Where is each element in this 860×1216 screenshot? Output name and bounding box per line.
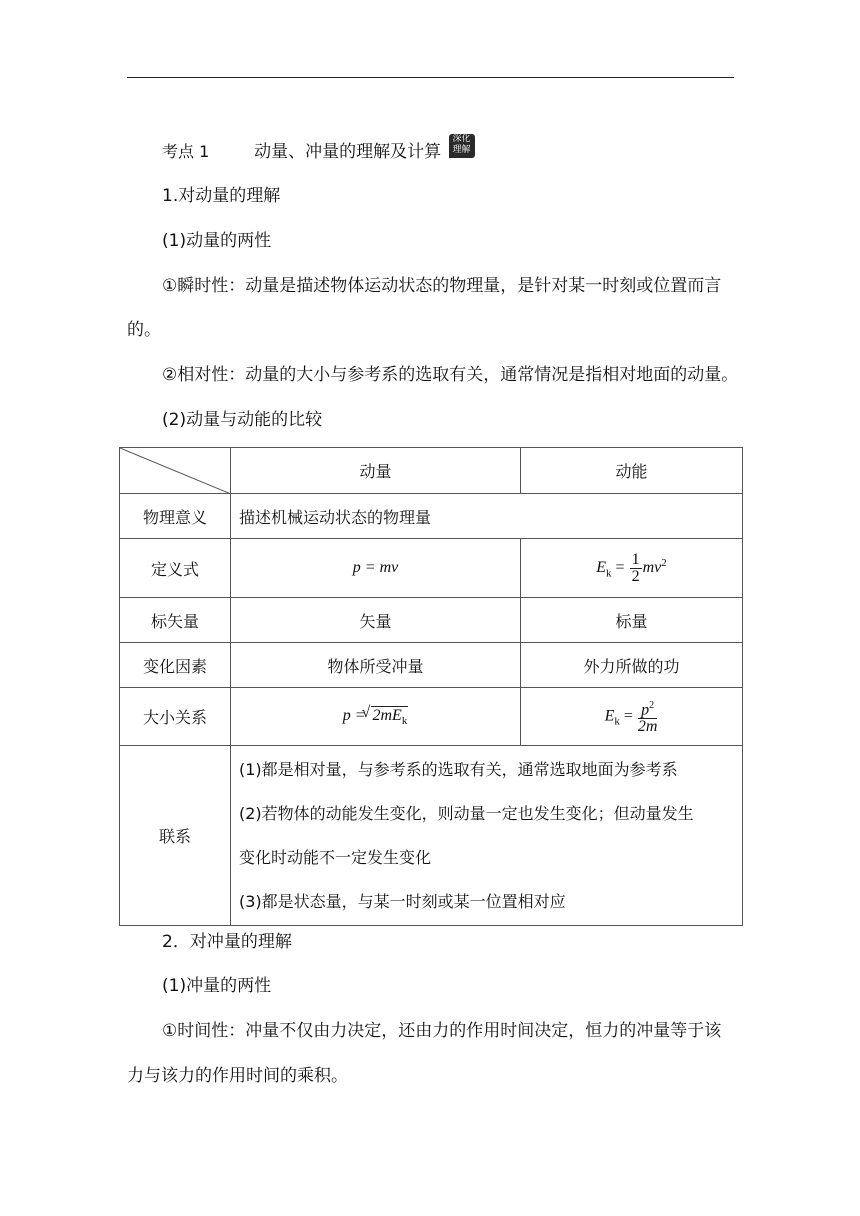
header-energy: 动能	[521, 448, 743, 494]
energy-subscript: k	[606, 566, 612, 579]
table-row	[120, 539, 743, 598]
section-heading	[162, 134, 475, 164]
momentum-type: 矢量	[231, 598, 521, 643]
ek-symbol: E	[604, 707, 615, 725]
p-symbol: p	[641, 701, 650, 719]
contact-line-3: 变化时动能不一定发生变化	[239, 847, 432, 867]
paragraph-3a: ①瞬时性：动量是描述物体运动状态的物理量，是针对某一时刻或位置而言	[162, 276, 722, 296]
table-row	[120, 598, 743, 643]
2m-denominator: 2m	[637, 718, 658, 736]
energy-formula	[521, 539, 743, 598]
row-label-type: 标矢量	[120, 598, 231, 643]
ek-subscript: k	[614, 715, 620, 728]
energy-type: 标量	[521, 598, 743, 643]
paragraph-8a: ①时间性：冲量不仅由力决定，还由力的作用时间决定，恒力的冲量等于该	[162, 1021, 722, 1041]
contact-line-2: (2)若物体的动能发生变化，则动量一定也发生变化；但动量发生	[239, 803, 694, 823]
row-label-contact: 联系	[120, 746, 231, 926]
paragraph-2: (1)动量的两性	[162, 231, 272, 251]
section-label: 考点 1	[162, 142, 210, 161]
header-momentum: 动量	[231, 448, 521, 494]
table-header-row	[120, 448, 743, 494]
table-row	[120, 746, 743, 926]
contact-line-1: (1)都是相对量，与参考系的选取有关，通常选取地面为参考系	[239, 759, 678, 779]
paragraph-5: (2)动量与动能的比较	[162, 410, 323, 430]
badge-line-1: 深化	[452, 134, 471, 144]
paragraph-8b: 力与该力的作用时间的乘积。	[127, 1066, 348, 1086]
paragraph-3b: 的。	[127, 320, 161, 340]
momentum-formula: p = mv	[231, 539, 521, 598]
p-superscript: 2	[649, 699, 655, 711]
comparison-table	[119, 447, 743, 926]
energy-superscript: 2	[661, 556, 667, 569]
p2-numerator	[638, 698, 658, 719]
fraction-denominator: 2	[631, 567, 640, 585]
fraction-numerator: 1	[631, 550, 640, 568]
table-row	[120, 494, 743, 539]
contact-content	[231, 746, 743, 926]
momentum-cause: 物体所受冲量	[231, 643, 521, 688]
sqrt-expression	[371, 706, 408, 727]
paragraph-7: (1)冲量的两性	[162, 976, 272, 996]
energy-symbol: E	[596, 558, 607, 576]
row-label-relation: 大小关系	[120, 688, 231, 746]
paragraph-1: 1.对动量的理解	[162, 186, 281, 206]
row-label-meaning: 物理意义	[120, 494, 231, 539]
corner-cell	[120, 448, 231, 494]
contact-line-4: (3)都是状态量，与某一时刻或某一位置相对应	[239, 891, 566, 911]
header-rule	[127, 77, 734, 78]
deepen-badge	[449, 134, 475, 158]
badge-line-2: 理解	[452, 145, 471, 155]
section-title: 动量、冲量的理解及计算	[254, 142, 442, 162]
sqrt-subscript: k	[401, 715, 408, 728]
meaning-value: 描述机械运动状态的物理量	[231, 494, 743, 539]
ek-equals: =	[619, 707, 637, 725]
diagonal-line	[120, 448, 231, 494]
energy-relation	[521, 688, 743, 746]
paragraph-6: 2．对冲量的理解	[162, 932, 292, 952]
sqrt-body: 2mE	[372, 706, 402, 724]
row-label-definition: 定义式	[120, 539, 231, 598]
energy-cause: 外力所做的功	[521, 643, 743, 688]
one-half-fraction	[630, 552, 642, 585]
energy-mv: mv	[642, 558, 662, 576]
p-equals: p =	[342, 706, 370, 724]
table-row	[120, 688, 743, 746]
table-row	[120, 643, 743, 688]
energy-equals: =	[611, 558, 629, 576]
row-label-cause: 变化因素	[120, 643, 231, 688]
p2-over-2m	[638, 698, 658, 735]
paragraph-4: ②相对性：动量的大小与参考系的选取有关，通常情况是指相对地面的动量。	[162, 365, 739, 385]
momentum-relation	[231, 688, 521, 746]
